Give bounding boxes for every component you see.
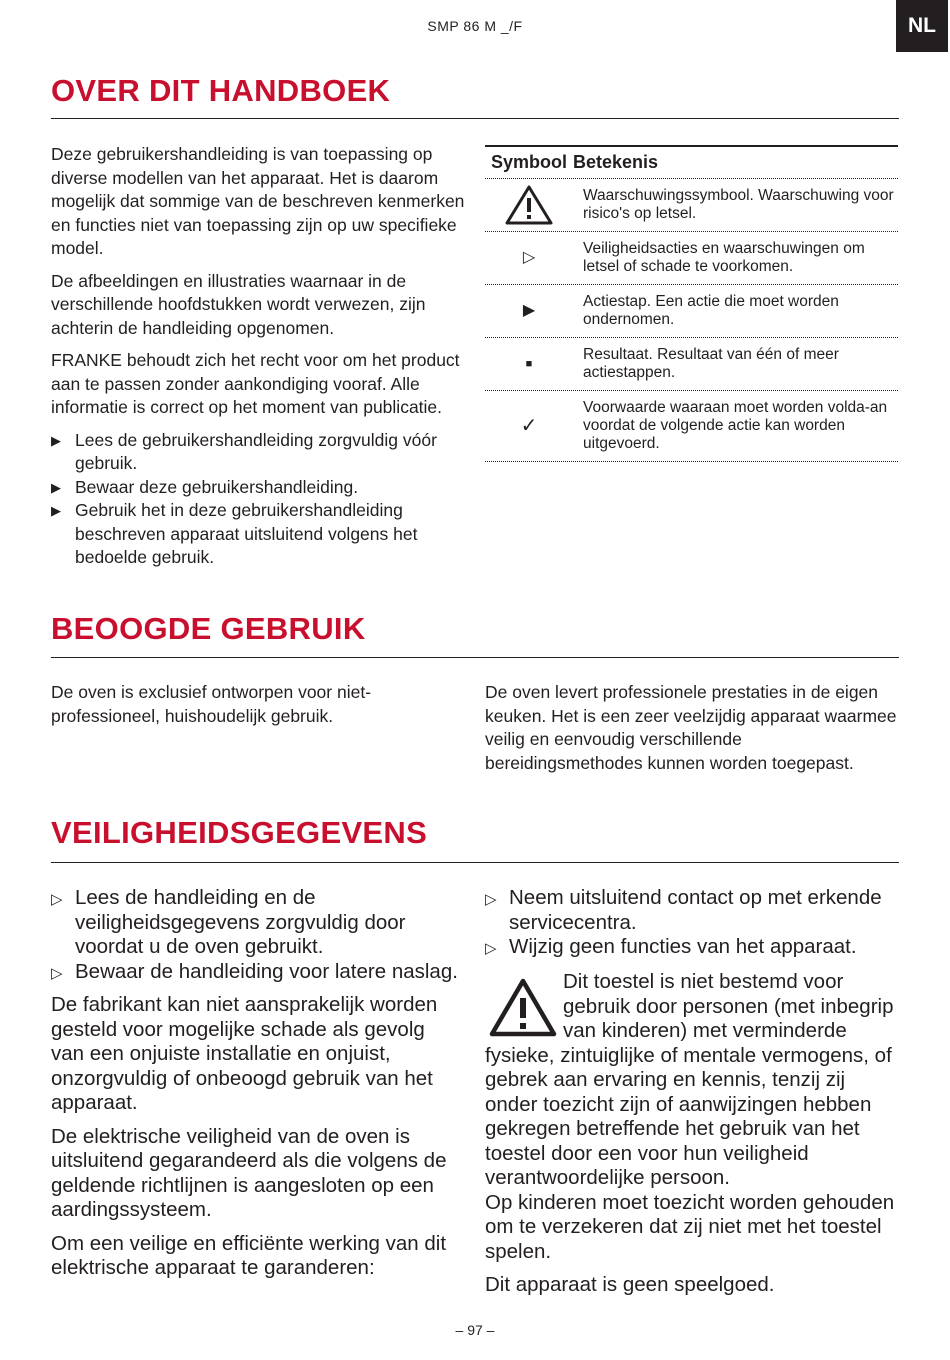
header-symbol: Symbool <box>491 152 568 172</box>
hollow-triangle-icon: ▷ <box>522 249 536 266</box>
row-meaning: Voorwaarde waaraan moet worden volda-an voordat de volgende actie kan worden uitgevoerd. <box>583 399 888 452</box>
list-item <box>51 429 469 476</box>
hollow-triangle-icon: ▷ <box>485 891 497 908</box>
checkmark-icon: ✓ <box>520 415 538 437</box>
table-row <box>485 231 898 284</box>
list-item <box>51 960 463 985</box>
square-icon: ■ <box>525 358 533 370</box>
section-divider <box>51 118 899 119</box>
solid-triangle-icon: ▶ <box>51 503 61 518</box>
section-divider <box>51 862 899 863</box>
language-badge: NL <box>896 0 948 52</box>
hollow-triangle-icon: ▷ <box>51 964 63 982</box>
header-meaning: Betekenis <box>573 152 659 172</box>
solid-triangle-icon: ▶ <box>51 479 61 495</box>
about-column <box>51 143 469 570</box>
safety-paragraph: Om een veilige en efficiënte werking van dit elektrische apparaat te garanderen: <box>51 1231 447 1279</box>
list-item <box>51 476 469 500</box>
about-paragraph: Deze gebruikershandleiding is van toepassing op diverse modellen van het apparaat. Het is daarom mogelijk dat sommige van de beschreven kenmerken en functies niet van toepassing zijn op uw specifieke model. <box>51 144 465 258</box>
warning-block <box>485 970 899 1298</box>
list-item-text: Neem uitsluitend contact op met erkende servicecentra. <box>509 886 882 934</box>
list-item <box>51 499 469 570</box>
list-item-text: Bewaar deze gebruikershandleiding. <box>75 476 359 497</box>
list-item-text: Bewaar de handleiding voor latere naslag. <box>75 959 458 983</box>
safety-left-bullets <box>51 886 463 984</box>
symbol-table <box>485 145 898 462</box>
list-item-text: Lees de handleiding en de veiligheidsgegevens zorgvuldig door voordat u de oven gebruikt. <box>75 886 406 958</box>
solid-triangle-icon: ▶ <box>51 432 61 448</box>
safety-left-column <box>51 886 463 1290</box>
about-paragraph: FRANKE behoudt zich het recht voor om het product aan te passen zonder aankondiging vooraf. Alle informatie is correct op het moment van publicatie. <box>51 350 460 417</box>
list-item-text: Lees de gebruikershandleiding zorgvuldig vóór gebruik. <box>75 429 437 473</box>
section-divider <box>51 657 899 658</box>
hollow-triangle-icon: ▷ <box>485 940 497 957</box>
row-meaning: Veiligheidsacties en waarschuwingen om letsel of schade te voorkomen. <box>583 240 865 275</box>
warning-triangle-icon <box>485 179 573 231</box>
safety-right-column <box>485 886 899 960</box>
warning-text: Dit toestel is niet bestemd voor gebruik door personen (met inbegrip van kinderen) met verminderde fysieke, zintuiglijke of mentale vermogens, of gebrek aan ervaring en kennis, tenzij zij onder toezicht zijn of aanwijzingen hebben gekregen betreffende het gebruik van het toestel door een voor hun veiligheid verantwoordelijke persoon. <box>485 970 894 1189</box>
list-item-text: Wijzig geen functies van het apparaat. <box>509 935 857 958</box>
solid-triangle-icon: ▶ <box>522 302 536 319</box>
section-title-about: OVER DIT HANDBOEK <box>51 73 391 108</box>
row-meaning: Actiestap. Een actie die moet worden ondernomen. <box>583 293 839 328</box>
page-number: – 97 – <box>455 1322 495 1338</box>
intended-use-paragraph: De oven is exclusief ontworpen voor niet-professioneel, huishoudelijk gebruik. <box>51 682 372 726</box>
table-row <box>485 390 898 461</box>
row-meaning: Waarschuwingssymbool. Waarschuwing voor risico's op letsel. <box>583 187 894 222</box>
warning-text-children: Op kinderen moet toezicht worden gehouden om te verzekeren dat zij niet met het toestel spelen. <box>485 1190 895 1263</box>
safety-final-note: Dit apparaat is geen speelgoed. <box>485 1273 775 1296</box>
safety-paragraph: De fabrikant kan niet aansprakelijk worden gesteld voor mogelijke schade als gevolg van een onjuiste installatie en onjuist, onzorgvuldig of onbeoogd gebruik van het apparaat. <box>51 993 438 1114</box>
intended-use-right <box>485 681 899 784</box>
list-item <box>485 886 899 935</box>
safety-right-bullets <box>485 886 899 960</box>
list-item <box>485 935 899 960</box>
intended-use-paragraph: De oven levert professionele prestaties in de eigen keuken. Het is een zeer veelzijdig apparaat waarmee veilig en eenvoudig verschillende bereidingsmethodes kunnen worden toegepast. <box>485 682 897 773</box>
section-title-safety: VEILIGHEIDSGEGEVENS <box>51 815 428 850</box>
table-row <box>485 284 898 337</box>
intended-use-left <box>51 681 461 737</box>
list-item <box>51 886 463 960</box>
table-header <box>485 147 898 178</box>
about-paragraph: De afbeeldingen en illustraties waarnaar in de verschillende hoofdstukken wordt verwezen, zijn achterin de handleiding opgenomen. <box>51 270 426 338</box>
safety-paragraph: De elektrische veiligheid van de oven is uitsluitend gegarandeerd als die volgens de geldende richtlijnen is aangesloten op een aardingssysteem. <box>51 1124 447 1221</box>
warning-triangle-icon <box>489 978 557 1038</box>
about-bullet-list <box>51 429 469 570</box>
hollow-triangle-icon: ▷ <box>51 891 63 908</box>
table-row <box>485 337 898 390</box>
table-bottom-rule <box>485 461 898 462</box>
list-item-text: Gebruik het in deze gebruikershandleiding beschreven apparaat uitsluitend volgens het bedoelde gebruik. <box>75 500 418 567</box>
table-row <box>485 178 898 231</box>
document-model-header: SMP 86 M _/F <box>427 18 523 34</box>
section-title-intended-use: BEOOGDE GEBRUIK <box>51 611 366 646</box>
row-meaning: Resultaat. Resultaat van één of meer actiestappen. <box>583 346 839 381</box>
